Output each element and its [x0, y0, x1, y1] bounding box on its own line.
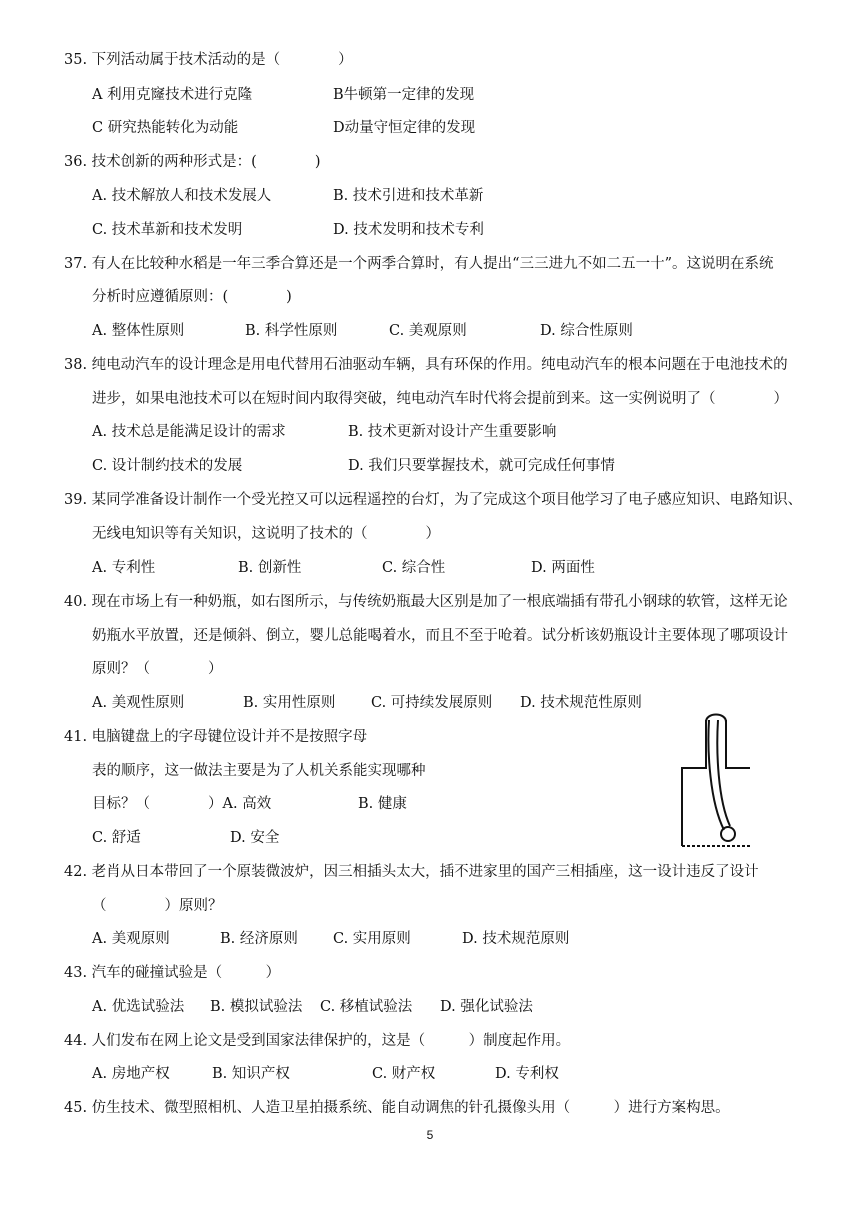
q35-option-d: D动量守恒定律的发现 [333, 120, 476, 136]
q40-option-c: C. 可持续发展原则 [371, 695, 493, 711]
q38-option-a: A. 技术总是能满足设计的需求 [92, 424, 286, 440]
q35-option-c: C 研究热能转化为动能 [92, 120, 239, 136]
q44-option-d: D. 专利权 [495, 1066, 559, 1082]
q41-stem-line2: 表的顺序，这一做法主要是为了人机关系能实现哪种 [92, 763, 426, 779]
q41-option-c: C. 舒适 [92, 830, 141, 846]
q43-option-c: C. 移植试验法 [320, 999, 413, 1015]
q43-option-b: B. 模拟试验法 [210, 999, 303, 1015]
q40-stem-line3: 原则？（ ） [92, 661, 223, 677]
q36-option-d: D. 技术发明和技术专利 [333, 222, 484, 238]
q42-stem-line2: （ ）原则？ [92, 898, 223, 914]
q39-option-b: B. 创新性 [238, 560, 302, 576]
q40-stem-line2: 奶瓶水平放置，还是倾斜、倒立，婴儿总能喝着水，而且不至于呛着。试分析该奶瓶设计主要体现了哪项设计 [92, 628, 788, 644]
q39-stem-line2: 无线电知识等有关知识，这说明了技术的（ ） [92, 526, 440, 542]
q41-option-d: D. 安全 [230, 830, 280, 846]
q38-option-c: C. 设计制约技术的发展 [92, 458, 243, 474]
q42-option-a: A. 美观原则 [92, 931, 170, 947]
q42-option-c: C. 实用原则 [333, 931, 411, 947]
q37-option-a: A. 整体性原则 [92, 323, 185, 339]
q35-option-a: A 利用克窿技术进行克隆 [92, 87, 253, 103]
q38-option-b: B. 技术更新对设计产生重要影响 [348, 424, 557, 440]
q37-stem-line1: 37. 有人在比较种水稻是一年三季合算还是一个两季合算时，有人提出“三三进九不如二五一十”。这说明在系统 [64, 256, 774, 272]
q36-option-b: B. 技术引进和技术革新 [333, 188, 484, 204]
q36-option-c: C. 技术革新和技术发明 [92, 222, 243, 238]
q40-option-a: A. 美观性原则 [92, 695, 185, 711]
q42-option-d: D. 技术规范原则 [462, 931, 570, 947]
q39-option-d: D. 两面性 [531, 560, 595, 576]
q44-option-a: A. 房地产权 [92, 1066, 170, 1082]
q44-option-b: B. 知识产权 [212, 1066, 290, 1082]
q44-option-c: C. 财产权 [372, 1066, 436, 1082]
q39-option-a: A. 专利性 [92, 560, 156, 576]
q37-option-b: B. 科学性原则 [245, 323, 338, 339]
q35-stem: 35. 下列活动属于技术活动的是（ ） [64, 52, 353, 68]
q39-option-c: C. 综合性 [382, 560, 446, 576]
q43-option-d: D. 强化试验法 [440, 999, 533, 1015]
q40-option-b: B. 实用性原则 [243, 695, 336, 711]
q40-option-d: D. 技术规范性原则 [520, 695, 642, 711]
q43-stem: 43. 汽车的碰撞试验是（ ） [64, 965, 281, 981]
q36-option-a: A. 技术解放人和技术发展人 [92, 188, 272, 204]
baby-bottle-straw-diagram-icon [678, 712, 774, 848]
q40-stem-line1: 40. 现在市场上有一种奶瓶，如右图所示，与传统奶瓶最大区别是加了一根底端插有带孔小钢球的软管，这样无论 [64, 594, 788, 610]
q42-stem-line1: 42. 老肖从日本带回了一个原装微波炉，因三相插头太大，插不进家里的国产三相插座，这一设计违反了设计 [64, 864, 759, 880]
q42-option-b: B. 经济原则 [220, 931, 298, 947]
q44-stem: 44. 人们发布在网上论文是受到国家法律保护的，这是（ ）制度起作用。 [64, 1033, 571, 1049]
q41-stem-line1: 41. 电脑键盘上的字母键位设计并不是按照字母 [64, 729, 368, 745]
q38-stem-line1: 38. 纯电动汽车的设计理念是用电代替用石油驱动车辆，具有环保的作用。纯电动汽车的根本问题在于电池技术的 [64, 357, 788, 373]
q37-option-c: C. 美观原则 [389, 323, 467, 339]
q38-stem-line2: 进步，如果电池技术可以在短时间内取得突破，纯电动汽车时代将会提前到来。这一实例说明了（ ） [92, 391, 788, 407]
page-number: 5 [426, 1128, 434, 1142]
q37-stem-line2: 分析时应遵循原则：( ) [92, 289, 292, 305]
q41-stem-line3: 目标？（ ）A. 高效 [92, 796, 272, 812]
q35-option-b: B牛顿第一定律的发现 [333, 87, 475, 103]
q37-option-d: D. 综合性原则 [540, 323, 633, 339]
q38-option-d: D. 我们只要掌握技术，就可完成任何事情 [348, 458, 615, 474]
q41-option-b: B. 健康 [358, 796, 407, 812]
q36-stem: 36. 技术创新的两种形式是：( ) [64, 154, 321, 170]
q43-option-a: A. 优选试验法 [92, 999, 185, 1015]
q39-stem-line1: 39. 某同学准备设计制作一个受光控又可以远程遥控的台灯，为了完成这个项目他学习了电子感应知识、电路知识、 [64, 492, 803, 508]
q45-stem: 45. 仿生技术、微型照相机、人造卫星拍摄系统、能自动调焦的针孔摄像头用（ ）进行方案构思。 [64, 1100, 730, 1116]
